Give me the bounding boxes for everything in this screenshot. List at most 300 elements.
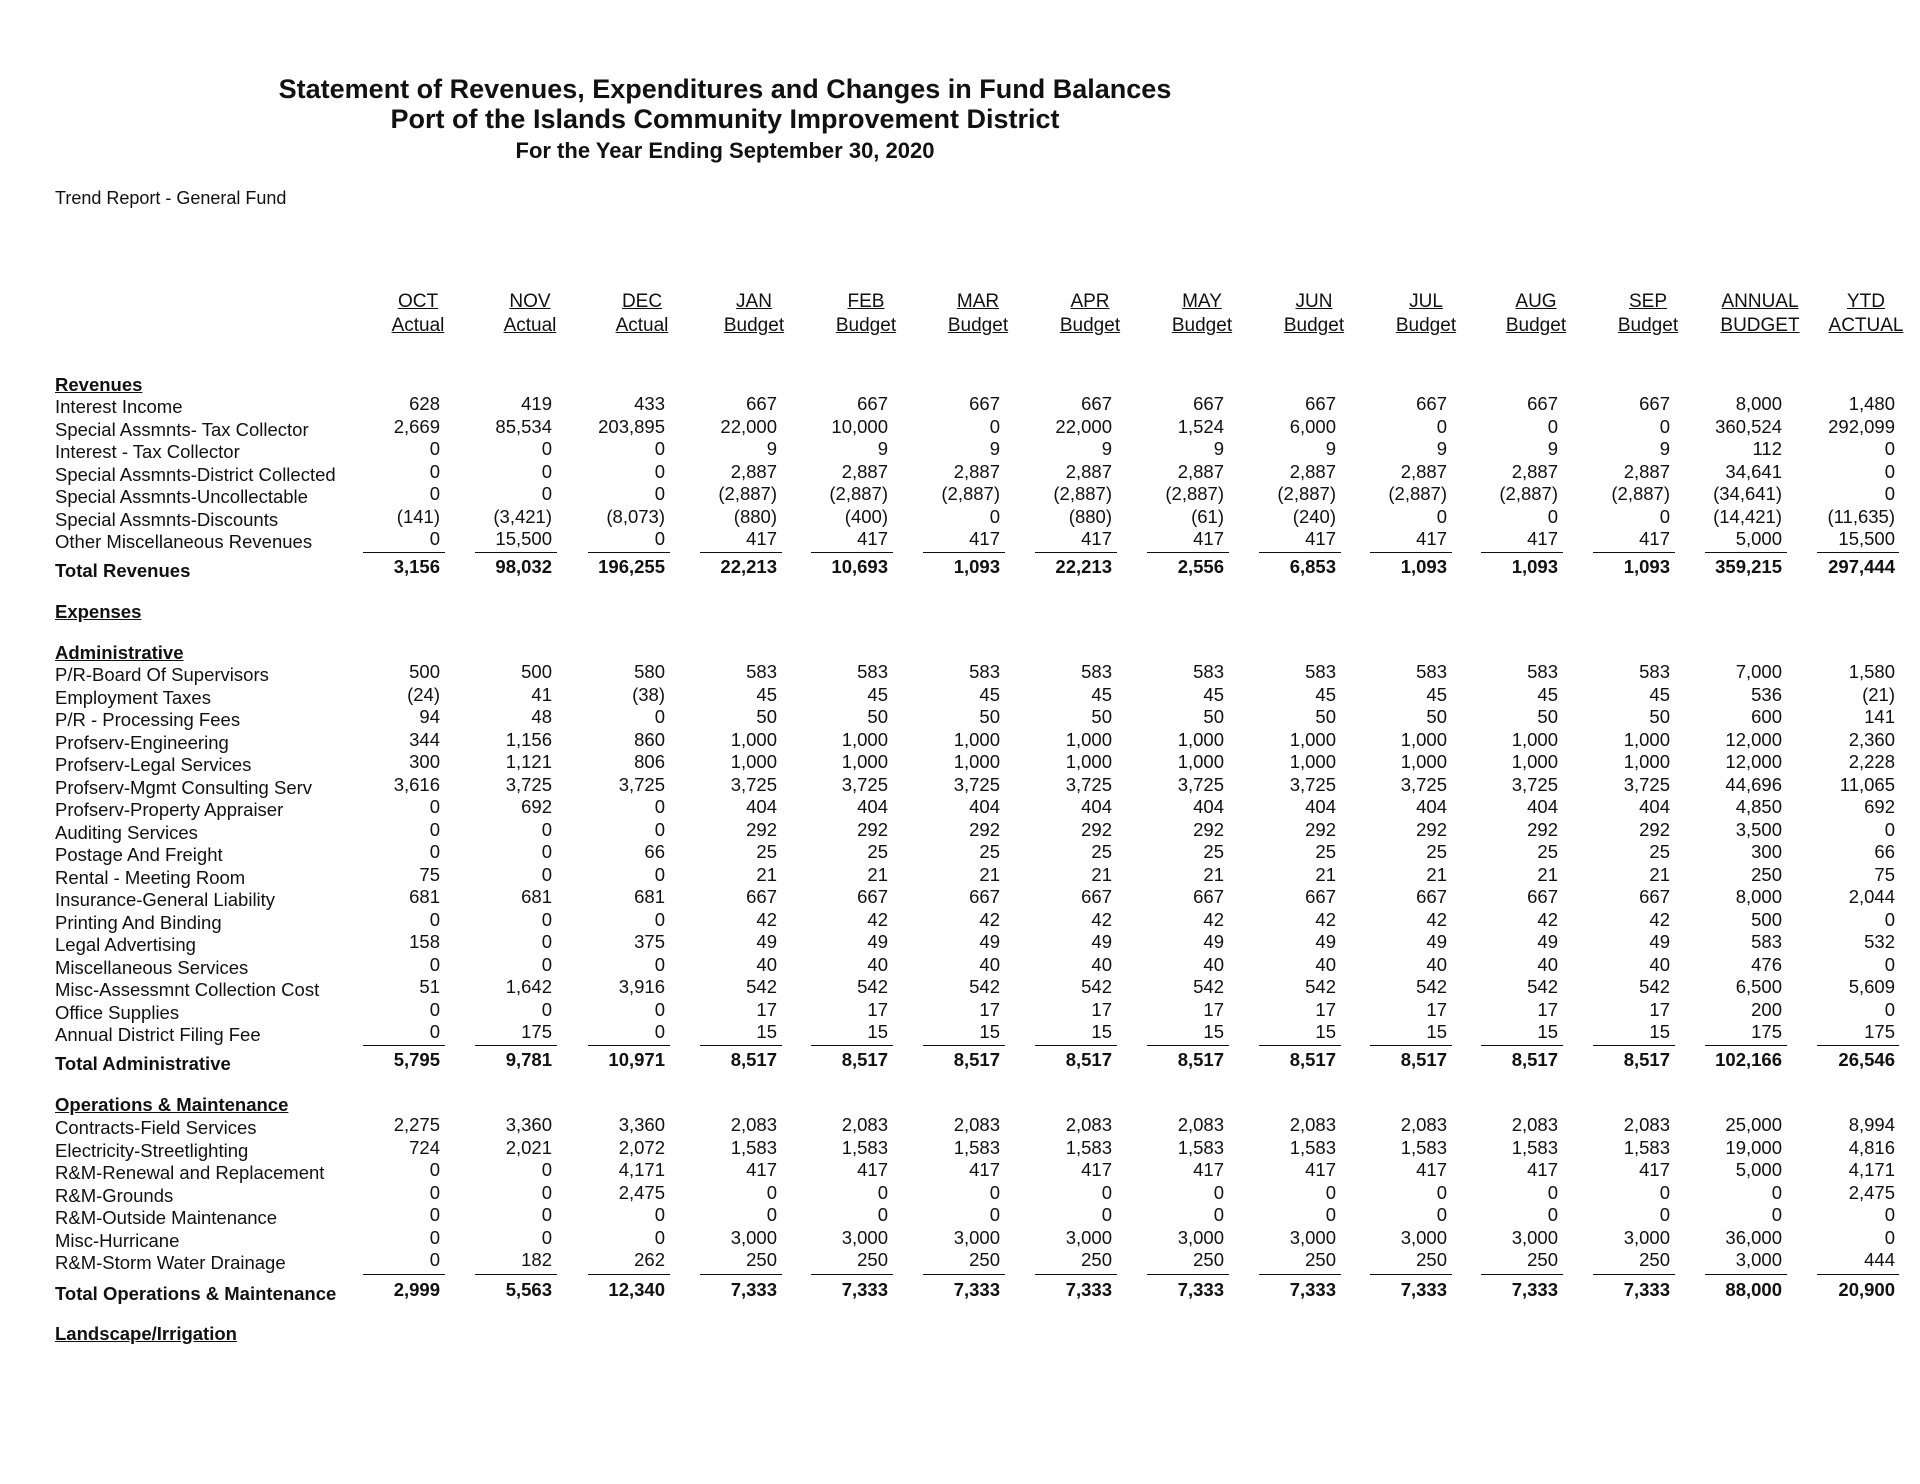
cell-value: 94 — [419, 706, 440, 727]
cell-value: 500 — [521, 661, 552, 682]
cell-value: 1,156 — [505, 728, 552, 750]
cell-value: 292,099 — [1828, 415, 1895, 437]
column-header-type: Budget — [1171, 315, 1233, 336]
cell-value: 40 — [1091, 953, 1112, 975]
cell-value: 0 — [1884, 818, 1895, 840]
cell-value: 404 — [746, 796, 777, 817]
total-value: 26,546 — [1838, 1049, 1895, 1070]
total-value: 6,853 — [1289, 556, 1336, 577]
cell-value: 45 — [1203, 683, 1224, 705]
cell-value: 3,725 — [1400, 773, 1447, 795]
total-underline — [1593, 552, 1675, 553]
cell-value: 15 — [1091, 1021, 1112, 1042]
cell-value: 419 — [521, 393, 552, 414]
cell-value: 667 — [1527, 393, 1558, 414]
cell-value: 44,696 — [1725, 773, 1782, 795]
cell-value: 17 — [979, 998, 1000, 1020]
cell-value: 0 — [541, 483, 552, 504]
cell-value: 42 — [1426, 908, 1447, 930]
cell-value: 292 — [1416, 818, 1447, 840]
cell-value: 158 — [409, 931, 440, 952]
cell-value: 10,000 — [831, 415, 888, 437]
cell-value: (2,887) — [1388, 483, 1447, 504]
report-title: Statement of Revenues, Expenditures and Changes in Fund Balances — [278, 74, 1172, 104]
cell-value: 1,000 — [953, 728, 1000, 750]
total-underline — [923, 552, 1005, 553]
row-label: Special Assmnts- Tax Collector — [55, 418, 309, 440]
total-value: 10,971 — [608, 1049, 665, 1070]
cell-value: 433 — [634, 393, 665, 414]
cell-value: 0 — [1325, 1181, 1336, 1203]
cell-value: 0 — [654, 953, 665, 975]
cell-value: 417 — [1305, 1159, 1336, 1180]
cell-value: 2,887 — [1511, 460, 1558, 482]
cell-value: 49 — [1649, 931, 1670, 952]
total-value: 7,333 — [730, 1279, 777, 1300]
cell-value: 542 — [1193, 976, 1224, 997]
total-value: 8,517 — [1623, 1049, 1670, 1070]
cell-value: 40 — [1537, 953, 1558, 975]
total-underline — [1147, 552, 1229, 553]
cell-value: 0 — [654, 796, 665, 817]
cell-value: 667 — [1416, 886, 1447, 907]
cell-value: 0 — [654, 863, 665, 885]
cell-value: 8,000 — [1735, 886, 1782, 907]
total-underline — [363, 1274, 445, 1275]
total-underline — [475, 552, 557, 553]
cell-value: 22,000 — [1055, 415, 1112, 437]
row-label: Employment Taxes — [55, 686, 211, 708]
cell-value: 2,887 — [1065, 460, 1112, 482]
cell-value: (14,421) — [1713, 505, 1782, 527]
total-value: 297,444 — [1828, 556, 1895, 577]
total-underline — [811, 1274, 893, 1275]
cell-value: 1,583 — [841, 1136, 888, 1158]
cell-value: 25,000 — [1725, 1114, 1782, 1135]
cell-value: 15 — [1426, 1021, 1447, 1042]
cell-value: 417 — [857, 1159, 888, 1180]
cell-value: 0 — [1101, 1204, 1112, 1225]
cell-value: 1,524 — [1177, 415, 1224, 437]
cell-value: 2,887 — [953, 460, 1000, 482]
cell-value: 0 — [541, 863, 552, 885]
cell-value: 681 — [634, 886, 665, 907]
cell-value: 667 — [1193, 886, 1224, 907]
cell-value: 17 — [1091, 998, 1112, 1020]
cell-value: 15 — [756, 1021, 777, 1042]
row-label: Miscellaneous Services — [55, 956, 249, 978]
cell-value: 292 — [1081, 818, 1112, 840]
cell-value: 3,725 — [953, 773, 1000, 795]
cell-value: (2,887) — [829, 483, 888, 504]
cell-value: 1,583 — [1623, 1136, 1670, 1158]
cell-value: 404 — [1305, 796, 1336, 817]
cell-value: 40 — [1203, 953, 1224, 975]
cell-value: 0 — [766, 1181, 777, 1203]
cell-value: (400) — [844, 505, 888, 527]
row-label: Misc-Assessmnt Collection Cost — [55, 979, 320, 1000]
section-heading: Expenses — [55, 601, 142, 622]
cell-value: 11,065 — [1839, 773, 1895, 795]
cell-value: 667 — [857, 393, 888, 414]
total-underline — [1035, 1274, 1117, 1275]
cell-value: 0 — [1436, 415, 1447, 437]
cell-value: 417 — [1639, 528, 1670, 549]
cell-value: 667 — [1305, 886, 1336, 907]
total-value: 8,517 — [1177, 1049, 1224, 1070]
cell-value: 292 — [1193, 818, 1224, 840]
report-header — [0, 74, 1450, 168]
row-label: Profserv-Legal Services — [55, 754, 252, 775]
cell-value: 667 — [746, 393, 777, 414]
cell-value: 49 — [1537, 931, 1558, 952]
cell-value: 45 — [867, 683, 888, 705]
cell-value: 0 — [541, 953, 552, 975]
cell-value: 806 — [634, 751, 665, 772]
row-label: Legal Advertising — [55, 934, 196, 955]
cell-value: 583 — [1416, 661, 1447, 682]
cell-value: 36,000 — [1725, 1226, 1782, 1248]
cell-value: 542 — [1081, 976, 1112, 997]
cell-value: 40 — [1315, 953, 1336, 975]
row-label: Rental - Meeting Room — [55, 866, 246, 888]
cell-value: 45 — [756, 683, 777, 705]
cell-value: (141) — [396, 505, 440, 527]
cell-value: 0 — [1436, 1181, 1447, 1203]
cell-value: (2,887) — [1165, 483, 1224, 504]
total-underline — [1370, 1045, 1452, 1046]
cell-value: 2,360 — [1848, 728, 1895, 750]
column-header-month: SEP — [1628, 291, 1668, 312]
cell-value: 1,583 — [1400, 1136, 1447, 1158]
cell-value: 3,616 — [393, 773, 440, 795]
cell-value: 45 — [1537, 683, 1558, 705]
cell-value: 21 — [1315, 863, 1336, 885]
cell-value: 417 — [746, 1159, 777, 1180]
column-header-month: NOV — [509, 291, 551, 312]
cell-value: 49 — [1203, 931, 1224, 952]
cell-value: 0 — [1101, 1181, 1112, 1203]
row-label: Other Miscellaneous Revenues — [55, 531, 313, 552]
cell-value: 85,534 — [495, 415, 552, 437]
cell-value: (38) — [632, 683, 665, 705]
cell-value: 1,583 — [1177, 1136, 1224, 1158]
cell-value: 3,725 — [1065, 773, 1112, 795]
cell-value: 417 — [969, 1159, 1000, 1180]
period-subtitle: For the Year Ending September 30, 2020 — [515, 138, 935, 163]
cell-value: 0 — [1884, 483, 1895, 504]
cell-value: 1,583 — [953, 1136, 1000, 1158]
district-name: Port of the Islands Community Improvement District — [390, 104, 1060, 134]
cell-value: 292 — [1527, 818, 1558, 840]
total-value: 88,000 — [1725, 1279, 1782, 1300]
cell-value: 2,044 — [1848, 886, 1895, 907]
total-underline — [1705, 1274, 1787, 1275]
cell-value: 0 — [989, 415, 1000, 437]
cell-value: 50 — [756, 706, 777, 727]
cell-value: 404 — [1416, 796, 1447, 817]
cell-value: 3,000 — [1065, 1226, 1112, 1248]
cell-value: 0 — [1213, 1204, 1224, 1225]
cell-value: 0 — [1659, 415, 1670, 437]
total-value: 22,213 — [1055, 556, 1112, 577]
cell-value: (21) — [1862, 683, 1895, 705]
column-header-month: OCT — [397, 291, 439, 312]
cell-value: 0 — [654, 1204, 665, 1225]
cell-value: 542 — [969, 976, 1000, 997]
cell-value: 2,887 — [1623, 460, 1670, 482]
total-value: 7,333 — [1623, 1279, 1670, 1300]
total-value: 98,032 — [495, 556, 552, 577]
cell-value: 0 — [766, 1204, 777, 1225]
cell-value: 0 — [654, 818, 665, 840]
cell-value: 583 — [1193, 661, 1224, 682]
total-value: 1,093 — [1400, 556, 1447, 577]
cell-value: 175 — [1751, 1021, 1782, 1042]
row-label: Auditing Services — [55, 821, 198, 843]
cell-value: 6,500 — [1735, 976, 1782, 997]
cell-value: 2,083 — [1511, 1114, 1558, 1135]
total-underline — [1481, 1045, 1563, 1046]
cell-value: 1,000 — [1511, 728, 1558, 750]
cell-value: 250 — [1193, 1249, 1224, 1270]
cell-value: 0 — [541, 908, 552, 930]
cell-value: 300 — [1751, 841, 1782, 862]
cell-value: 542 — [857, 976, 888, 997]
row-label: Special Assmnts-Discounts — [55, 508, 279, 530]
cell-value: 15 — [979, 1021, 1000, 1042]
cell-value: 4,171 — [1848, 1159, 1895, 1180]
column-header — [1376, 290, 1476, 338]
cell-value: 21 — [867, 863, 888, 885]
cell-value: (3,421) — [493, 505, 552, 527]
cell-value: 2,275 — [393, 1114, 440, 1135]
cell-value: 0 — [1436, 505, 1447, 527]
total-underline — [700, 1045, 782, 1046]
cell-value: 50 — [1537, 706, 1558, 727]
total-underline — [588, 1274, 670, 1275]
cell-value: 3,000 — [841, 1226, 888, 1248]
cell-value: 404 — [1527, 796, 1558, 817]
cell-value: 2,083 — [841, 1114, 888, 1135]
total-underline — [1593, 1274, 1675, 1275]
cell-value: 175 — [1864, 1021, 1895, 1042]
column-header-type: Budget — [1283, 315, 1345, 336]
cell-value: 0 — [541, 931, 552, 952]
cell-value: 292 — [969, 818, 1000, 840]
total-value: 102,166 — [1715, 1049, 1782, 1070]
cell-value: 49 — [979, 931, 1000, 952]
cell-value: 417 — [857, 528, 888, 549]
cell-value: (880) — [1068, 505, 1112, 527]
cell-value: 0 — [429, 528, 440, 549]
column-header-month: JUL — [1409, 291, 1443, 312]
cell-value: 0 — [429, 1159, 440, 1180]
total-underline — [700, 552, 782, 553]
cell-value: 0 — [541, 1204, 552, 1225]
row-label: Interest - Tax Collector — [55, 441, 240, 462]
total-label: Total Administrative — [55, 1053, 231, 1074]
total-value: 20,900 — [1838, 1279, 1895, 1300]
cell-value: 2,887 — [1400, 460, 1447, 482]
cell-value: 3,000 — [953, 1226, 1000, 1248]
cell-value: 0 — [1547, 415, 1558, 437]
cell-value: 0 — [1884, 1204, 1895, 1225]
cell-value: 3,725 — [1289, 773, 1336, 795]
column-header-month: JAN — [736, 291, 772, 312]
row-label: Annual District Filing Fee — [55, 1024, 261, 1045]
cell-value: 476 — [1751, 953, 1782, 975]
cell-value: 292 — [746, 818, 777, 840]
cell-value: 2,083 — [730, 1114, 777, 1135]
cell-value: 17 — [1649, 998, 1670, 1020]
cell-value: 49 — [1091, 931, 1112, 952]
row-label: P/R - Processing Fees — [55, 709, 241, 730]
total-underline — [363, 552, 445, 553]
cell-value: 0 — [429, 438, 440, 459]
column-header-type: Budget — [723, 315, 785, 336]
total-value: 5,795 — [393, 1049, 440, 1070]
cell-value: 583 — [1081, 661, 1112, 682]
cell-value: 1,000 — [1623, 728, 1670, 750]
cell-value: 1,121 — [505, 751, 552, 772]
cell-value: 21 — [1426, 863, 1447, 885]
cell-value: 250 — [857, 1249, 888, 1270]
column-header — [1152, 290, 1252, 338]
cell-value: 50 — [1426, 706, 1447, 727]
column-header — [704, 290, 804, 338]
cell-value: 1,000 — [953, 751, 1000, 772]
total-value: 10,693 — [831, 556, 888, 577]
column-header-type: Budget — [835, 315, 897, 336]
cell-value: 542 — [746, 976, 777, 997]
total-value: 359,215 — [1715, 556, 1782, 577]
total-underline — [811, 552, 893, 553]
total-underline — [363, 1045, 445, 1046]
column-header — [1710, 290, 1810, 338]
cell-value: 292 — [1639, 818, 1670, 840]
report-type-label: Trend Report - General Fund — [55, 188, 287, 208]
cell-value: 40 — [1649, 953, 1670, 975]
cell-value: 0 — [1771, 1181, 1782, 1203]
column-header-type: ACTUAL — [1828, 315, 1904, 336]
cell-value: 40 — [756, 953, 777, 975]
column-header-month: APR — [1070, 291, 1110, 312]
column-header-type: BUDGET — [1720, 315, 1800, 336]
cell-value: 0 — [541, 460, 552, 482]
cell-value: 9 — [766, 438, 777, 459]
column-header-month: DEC — [621, 291, 663, 312]
total-value: 12,340 — [608, 1279, 665, 1300]
row-label: Contracts-Field Services — [55, 1117, 257, 1138]
total-underline — [1147, 1274, 1229, 1275]
cell-value: 417 — [1193, 1159, 1224, 1180]
cell-value: 583 — [1751, 931, 1782, 952]
total-value: 7,333 — [1400, 1279, 1447, 1300]
cell-value: 45 — [1426, 683, 1447, 705]
column-header — [928, 290, 1028, 338]
cell-value: 667 — [1639, 393, 1670, 414]
cell-value: 25 — [1315, 841, 1336, 862]
cell-value: 0 — [654, 438, 665, 459]
cell-value: 9 — [989, 438, 1000, 459]
row-label: Postage And Freight — [55, 844, 223, 865]
cell-value: 1,642 — [505, 976, 552, 997]
total-underline — [1593, 1045, 1675, 1046]
cell-value: 0 — [429, 483, 440, 504]
cell-value: 2,083 — [1177, 1114, 1224, 1135]
total-value: 196,255 — [598, 556, 665, 577]
cell-value: 49 — [1315, 931, 1336, 952]
cell-value: 375 — [634, 931, 665, 952]
column-header-month: AUG — [1515, 291, 1557, 312]
cell-value: 1,000 — [1400, 728, 1447, 750]
column-header-type: Budget — [947, 315, 1009, 336]
cell-value: 667 — [857, 886, 888, 907]
cell-value: 0 — [877, 1204, 888, 1225]
row-label: Special Assmnts-Uncollectable — [55, 486, 308, 507]
cell-value: 3,360 — [505, 1114, 552, 1135]
cell-value: 0 — [1547, 1204, 1558, 1225]
cell-value: 250 — [746, 1249, 777, 1270]
cell-value: 15,500 — [1838, 528, 1895, 549]
cell-value: 0 — [429, 1181, 440, 1203]
cell-value: 404 — [1081, 796, 1112, 817]
cell-value: 0 — [429, 460, 440, 482]
cell-value: 25 — [1649, 841, 1670, 862]
cell-value: 51 — [419, 976, 440, 997]
cell-value: 42 — [756, 908, 777, 930]
cell-value: 724 — [409, 1136, 440, 1158]
cell-value: 1,000 — [1177, 751, 1224, 772]
total-value: 8,517 — [953, 1049, 1000, 1070]
cell-value: 17 — [1203, 998, 1224, 1020]
cell-value: 0 — [1884, 953, 1895, 975]
cell-value: 250 — [1527, 1249, 1558, 1270]
cell-value: 250 — [1305, 1249, 1336, 1270]
cell-value: 1,583 — [1289, 1136, 1336, 1158]
cell-value: 2,083 — [953, 1114, 1000, 1135]
cell-value: 0 — [429, 818, 440, 840]
cell-value: 3,725 — [618, 773, 665, 795]
cell-value: 75 — [419, 863, 440, 885]
cell-value: 17 — [867, 998, 888, 1020]
total-value: 1,093 — [1511, 556, 1558, 577]
total-value: 8,517 — [1400, 1049, 1447, 1070]
cell-value: (2,887) — [718, 483, 777, 504]
cell-value: 417 — [1639, 1159, 1670, 1180]
cell-value: 667 — [746, 886, 777, 907]
cell-value: 0 — [1884, 998, 1895, 1020]
cell-value: 4,171 — [618, 1159, 665, 1180]
cell-value: 49 — [1426, 931, 1447, 952]
cell-value: 15 — [1203, 1021, 1224, 1042]
cell-value: 21 — [1091, 863, 1112, 885]
cell-value: 0 — [989, 505, 1000, 527]
cell-value: 17 — [1537, 998, 1558, 1020]
cell-value: 1,000 — [841, 751, 888, 772]
total-underline — [1259, 1045, 1341, 1046]
total-underline — [811, 1045, 893, 1046]
total-value: 8,517 — [1289, 1049, 1336, 1070]
total-value: 8,517 — [1065, 1049, 1112, 1070]
cell-value: 0 — [1659, 1204, 1670, 1225]
total-value: 8,517 — [730, 1049, 777, 1070]
total-value: 2,999 — [393, 1279, 440, 1300]
cell-value: 15 — [1537, 1021, 1558, 1042]
column-header-month: MAR — [956, 291, 1000, 312]
column-header — [592, 290, 692, 338]
